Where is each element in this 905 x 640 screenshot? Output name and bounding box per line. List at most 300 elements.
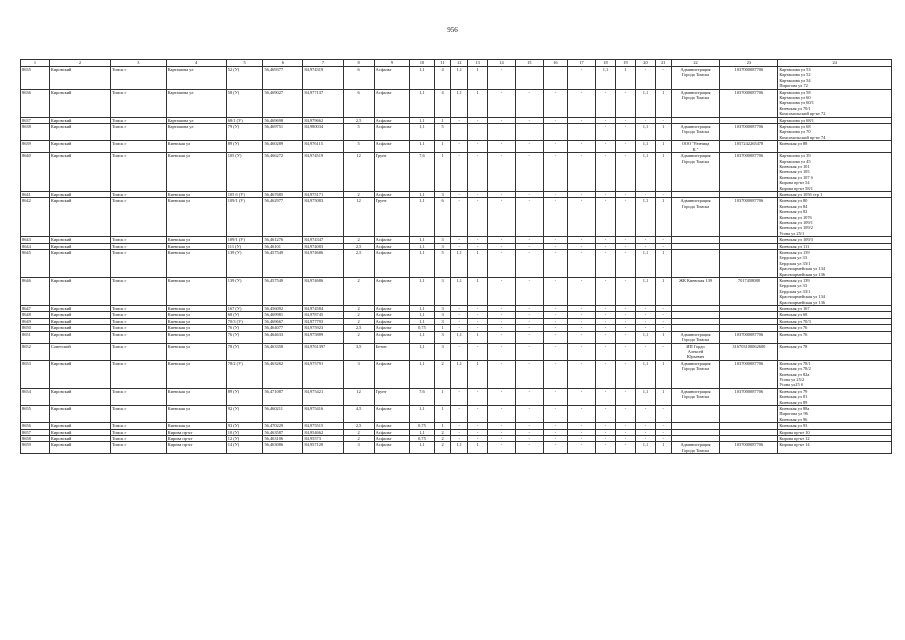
cell-district: Кировский (49, 318, 110, 324)
cell-owner (671, 153, 720, 192)
table-row (21, 89, 892, 117)
owner-line: Администрация (680, 153, 711, 159)
cell-c19: - (595, 343, 615, 360)
cell-c21: - (635, 343, 655, 360)
cell-c13: 1,1 (451, 250, 468, 278)
cell-street: Киевская ул (166, 325, 226, 331)
cell-lat: 56,469377 (263, 67, 303, 90)
cell-district: Кировский (49, 360, 110, 388)
address-line: Карташова ул 52 (779, 72, 811, 78)
address-line: Киевская ул 70/3 (779, 318, 811, 324)
owner-line: ЖК Киевская 139 (679, 278, 712, 284)
cell-c12: 1 (434, 325, 451, 331)
cell-street: Карташова ул (166, 124, 226, 141)
cell-surface: Асфальт (374, 405, 410, 422)
column-header: 4 (166, 60, 226, 67)
cell-lon: 84,975416 (303, 405, 343, 422)
cell-c14: 1 (468, 331, 488, 343)
cell-c16: - (515, 243, 543, 249)
address-line: Карташова ул 39 (779, 153, 811, 159)
cell-c19: - (595, 250, 615, 278)
owner-line: Города Томска (681, 394, 710, 400)
column-header: 3 (111, 60, 167, 67)
cell-street: Киевская ул (166, 423, 226, 429)
cell-owner (671, 141, 720, 153)
cell-district: Кировский (49, 117, 110, 123)
address-line: Красноармейская ул 134 (779, 266, 825, 272)
table-row (21, 442, 892, 454)
cell-district: Кировский (49, 442, 110, 454)
cell-addresses (778, 343, 892, 360)
cell-lat: 56,467685 (263, 191, 303, 197)
cell-c12: 3 (434, 318, 451, 324)
table-row (21, 198, 892, 237)
cell-c21: - (635, 325, 655, 331)
cell-c18 (568, 124, 596, 141)
address-line: Киевская ул 107 б (779, 174, 813, 180)
cell-c17: - (543, 198, 567, 237)
cell-lon: 84,979662 (303, 117, 343, 123)
cell-c14 (468, 124, 488, 141)
cell-c22: - (655, 325, 671, 331)
cell-ogrn: 1037000087706 (720, 153, 778, 192)
cell-street: Киевская ул (166, 278, 226, 306)
cell-addresses (778, 198, 892, 237)
cell-ogrn: 7017458088 (720, 278, 778, 306)
cell-addresses (778, 153, 892, 192)
cell-surface: Асфальт (374, 124, 410, 141)
cell-c16: - (515, 153, 543, 192)
cell-id: 8641 (21, 191, 50, 197)
cell-c16: - (515, 331, 543, 343)
cell-lon: 84,975889 (303, 331, 343, 343)
cell-c11: 1,1 (410, 312, 434, 318)
cell-city: Томск г (111, 388, 167, 405)
cell-surface: Асфальт (374, 360, 410, 388)
cell-c16: - (515, 429, 543, 435)
cell-c19: - (595, 388, 615, 405)
cell-owner (671, 405, 720, 422)
cell-ogrn (720, 405, 778, 422)
cell-c13: - (451, 312, 468, 318)
cell-c21: - (635, 306, 655, 312)
cell-addresses (778, 89, 892, 117)
cell-c22: 1 (655, 141, 671, 153)
cell-surface: Асфальт (374, 318, 410, 324)
cell-id: 8653 (21, 360, 50, 388)
cell-city: Томск г (111, 237, 167, 243)
cell-lat: 56,469667 (263, 318, 303, 324)
cell-c14: 1 (468, 89, 488, 117)
address-line: Бердская ул 33 (779, 283, 807, 289)
cell-ogrn: 1037000087706 (720, 331, 778, 343)
cell-ogrn: 1037000087706 (720, 442, 778, 454)
cell-id: 8655 (21, 405, 50, 422)
cell-c12: 1 (434, 153, 451, 192)
cell-c22: - (655, 423, 671, 429)
cell-lat: 56,463106 (263, 436, 303, 442)
cell-c18: - (568, 442, 596, 454)
cell-district: Кировский (49, 89, 110, 117)
column-header: 23 (720, 60, 778, 67)
cell-c20: - (615, 250, 635, 278)
column-header-row (21, 60, 892, 67)
address-line: Киевская ул 82 (779, 209, 808, 215)
table-row (21, 343, 892, 360)
cell-owner (671, 442, 720, 454)
cell-c14: - (468, 141, 488, 153)
cell-num: 78/2 (У) (226, 360, 263, 388)
cell-id: 8644 (21, 243, 50, 249)
cell-lon: 84,954662 (303, 429, 343, 435)
cell-c19: - (595, 117, 615, 123)
cell-c18: - (568, 312, 596, 318)
cell-c14: 1 (468, 250, 488, 278)
cell-id: 8640 (21, 153, 50, 192)
cell-lon: 84,974686 (303, 278, 343, 306)
address-line: Карташова ул 60 (779, 95, 811, 101)
cell-surface: Асфальт (374, 250, 410, 278)
cell-city: Томск г (111, 429, 167, 435)
cell-lat: 56,457549 (263, 250, 303, 278)
cell-c19: - (595, 360, 615, 388)
cell-district: Кировский (49, 141, 110, 153)
cell-c17: - (543, 388, 567, 405)
cell-c15: - (488, 343, 516, 360)
cell-city: Томск г (111, 343, 167, 360)
cell-c17: - (543, 243, 567, 249)
cell-c13: - (451, 436, 468, 442)
cell-addresses (778, 331, 892, 343)
cell-id: 8635 (21, 67, 50, 90)
cell-num: 89 (У) (226, 141, 263, 153)
cell-c17: - (543, 331, 567, 343)
cell-lon: 84,957128 (303, 442, 343, 454)
cell-lat: 56,464077 (263, 325, 303, 331)
cell-c14: - (468, 388, 488, 405)
cell-c20: - (615, 388, 635, 405)
cell-c21: - (635, 429, 655, 435)
cell-c15: - (488, 243, 516, 249)
cell-surface: Грунт (374, 153, 410, 192)
cell-lon: 84,974519 (303, 153, 343, 192)
cell-district: Кировский (49, 306, 110, 312)
cell-c20: - (615, 423, 635, 429)
cell-c18: - (568, 198, 596, 237)
cell-district: Кировский (49, 67, 110, 90)
cell-c14: - (468, 237, 488, 243)
cell-district: Кировский (49, 191, 110, 197)
cell-street: Киевская ул (166, 243, 226, 249)
cell-c18: - (568, 89, 596, 117)
cell-addresses (778, 360, 892, 388)
cell-c18: - (568, 250, 596, 278)
cell-lon: 84,95573 (303, 436, 343, 442)
owner-line: Администрация (680, 67, 711, 72)
cell-w: 3,5 (343, 343, 374, 360)
cell-c19: - (595, 124, 615, 141)
cell-lat: 56,463262 (263, 360, 303, 388)
address-line: Пирогова ул 72 (779, 83, 808, 89)
cell-c17 (543, 67, 567, 90)
cell-c15: - (488, 436, 516, 442)
cell-c15: - (488, 360, 516, 388)
cell-c15: - (488, 423, 516, 429)
owner-line: Администрация (680, 124, 711, 130)
cell-num: 92 (У) (226, 405, 263, 422)
cell-c17: - (543, 343, 567, 360)
registry-table (20, 59, 892, 454)
cell-owner (671, 250, 720, 278)
cell-ogrn: 1057242265478 (720, 141, 778, 153)
cell-num: 111 (У) (226, 243, 263, 249)
owner-line: ИП Гордо (686, 343, 705, 349)
column-header: 14 (488, 60, 516, 67)
cell-id: 8657 (21, 429, 50, 435)
cell-lon: 84,975083 (303, 198, 343, 237)
cell-owner (671, 343, 720, 360)
cell-c11: 1,1 (410, 237, 434, 243)
cell-num: 14 (У) (226, 442, 263, 454)
cell-c20: - (615, 360, 635, 388)
address-line: Кирова пр-кт 14 (779, 442, 810, 448)
cell-c22: - (655, 243, 671, 249)
cell-street: Киевская ул (166, 250, 226, 278)
cell-c13: - (451, 198, 468, 237)
column-header: 20 (635, 60, 655, 67)
cell-c17: - (543, 191, 567, 197)
cell-num: 52 (У) (226, 67, 263, 90)
cell-c21: - (635, 191, 655, 197)
cell-c18: - (568, 153, 596, 192)
cell-ogrn: 316703100062600 (720, 343, 778, 360)
cell-c16: - (515, 191, 543, 197)
address-line: Киевская ул 70/1 (779, 105, 811, 111)
cell-c14: - (468, 436, 488, 442)
address-line: Карташова ул 70 (779, 129, 811, 135)
cell-c13: - (451, 306, 468, 312)
address-line: Киевская ул 109/2 (779, 225, 813, 231)
cell-id: 8636 (21, 89, 50, 117)
cell-id: 8648 (21, 312, 50, 318)
cell-street: Киевская ул (166, 388, 226, 405)
cell-owner (671, 124, 720, 141)
cell-lat: 56,470229 (263, 423, 303, 429)
cell-surface: Асфальт (374, 237, 410, 243)
cell-c12: 1 (434, 405, 451, 422)
cell-num: 139 (У) (226, 250, 263, 278)
cell-c22: 1 (655, 278, 671, 306)
cell-c13: - (451, 343, 468, 360)
cell-w: 12 (343, 198, 374, 237)
cell-lon: 84,977137 (303, 89, 343, 117)
address-line: Карташова ул 68 (779, 124, 811, 130)
cell-lon: 84,974686 (303, 250, 343, 278)
cell-street: Киевская ул (166, 405, 226, 422)
cell-c18: - (568, 405, 596, 422)
cell-addresses (778, 141, 892, 153)
cell-c12: 3 (434, 306, 451, 312)
cell-city: Томск г (111, 243, 167, 249)
cell-surface: Асфальт (374, 89, 410, 117)
cell-c16: - (515, 388, 543, 405)
cell-c17: - (543, 306, 567, 312)
cell-c13: - (451, 117, 468, 123)
cell-w: 2,5 (343, 117, 374, 123)
cell-c19: - (595, 237, 615, 243)
address-line: Красноармейская ул 136 (779, 299, 825, 305)
cell-c13: 1,1 (451, 89, 468, 117)
cell-c20: 1 (615, 67, 635, 90)
cell-c14: - (468, 343, 488, 360)
address-line: Кирова пр-кт 12 (779, 436, 810, 441)
cell-c16: - (515, 250, 543, 278)
cell-c22: 1 (655, 442, 671, 454)
cell-c14: 1 (468, 360, 488, 388)
cell-c22: - (655, 312, 671, 318)
cell-c16: - (515, 278, 543, 306)
cell-c16: - (515, 237, 543, 243)
cell-w: 2 (343, 312, 374, 318)
cell-c16: - (515, 117, 543, 123)
cell-num: 79 (У) (226, 124, 263, 141)
cell-c11: 1,1 (410, 405, 434, 422)
cell-c21: - (635, 436, 655, 442)
cell-w: 2 (343, 191, 374, 197)
cell-c13: - (451, 429, 468, 435)
cell-c20: - (615, 436, 635, 442)
cell-surface: Асфальт (374, 442, 410, 454)
cell-num: 89 (У) (226, 388, 263, 405)
cell-c22: - (655, 318, 671, 324)
cell-c14: - (468, 429, 488, 435)
cell-lon: 84,974584 (303, 306, 343, 312)
cell-surface: Бетон (374, 343, 410, 360)
cell-c21: 1,1 (635, 153, 655, 192)
cell-addresses (778, 67, 892, 90)
address-line: Киевская ул 68 (779, 312, 808, 318)
cell-lon: 84,978745 (303, 312, 343, 318)
cell-c14: - (468, 198, 488, 237)
cell-lon: 84,975515 (303, 423, 343, 429)
cell-id: 8639 (21, 141, 50, 153)
cell-c22: 1 (655, 250, 671, 278)
cell-city: Томск г (111, 198, 167, 237)
cell-c18: - (568, 67, 596, 90)
column-header: 1 (21, 60, 50, 67)
cell-c16: - (515, 442, 543, 454)
cell-district: Кировский (49, 325, 110, 331)
address-line: Киевская ул 80 (779, 198, 808, 204)
address-line: Киевская ул 107б (779, 214, 812, 220)
cell-c13: - (451, 191, 468, 197)
cell-owner (671, 360, 720, 388)
cell-c14: 1 (468, 442, 488, 454)
cell-city: Томск г (111, 325, 167, 331)
cell-c12: 1 (434, 141, 451, 153)
cell-ogrn: 1037000087706 (720, 89, 778, 117)
cell-c16: - (515, 141, 543, 153)
cell-c18: - (568, 360, 596, 388)
cell-lon: 84,975791 (303, 360, 343, 388)
cell-c12: 2 (434, 442, 451, 454)
cell-c20: - (615, 117, 635, 123)
cell-surface: Асфальт (374, 278, 410, 306)
cell-c17 (543, 124, 567, 141)
cell-c12: 3 (434, 278, 451, 306)
cell-lon: 84,976115 (303, 141, 343, 153)
cell-id: 8647 (21, 306, 50, 312)
cell-c17: - (543, 89, 567, 117)
table-row (21, 360, 892, 388)
cell-district: Кировский (49, 250, 110, 278)
cell-w: 2,5 (343, 243, 374, 249)
cell-c18: - (568, 141, 596, 153)
cell-c20: - (615, 429, 635, 435)
cell-c21: - (635, 318, 655, 324)
cell-lon: 84,974083 (303, 243, 343, 249)
cell-surface: Грунт (374, 198, 410, 237)
address-line: Киевская ул 111 (779, 243, 810, 249)
cell-c15: - (488, 198, 516, 237)
cell-c16: - (515, 312, 543, 318)
cell-id: 8654 (21, 388, 50, 405)
cell-w: 2 (343, 237, 374, 243)
cell-ogrn: 1037000087706 (720, 198, 778, 237)
cell-c18: - (568, 423, 596, 429)
cell-c20: - (615, 325, 635, 331)
cell-owner (671, 278, 720, 306)
cell-c22: 1 (655, 388, 671, 405)
cell-c17: - (543, 117, 567, 123)
address-line: Карташова ул 68/1 (779, 117, 814, 123)
cell-city: Томск г (111, 278, 167, 306)
cell-c15: - (488, 67, 516, 90)
cell-c16: - (515, 306, 543, 312)
cell-street: Киевская ул (166, 331, 226, 343)
cell-surface: Асфальт (374, 117, 410, 123)
cell-c12: 3 (434, 243, 451, 249)
cell-c22: - (655, 436, 671, 442)
cell-addresses (778, 124, 892, 141)
column-header: 24 (778, 60, 892, 67)
table-row (21, 153, 892, 192)
cell-ogrn: 1037000087706 (720, 67, 778, 90)
cell-c19: - (595, 405, 615, 422)
address-line: Усова ул 25/1 (779, 230, 805, 236)
cell-c11: 1,1 (410, 198, 434, 237)
cell-c17: - (543, 325, 567, 331)
cell-lon: 84,977793 (303, 318, 343, 324)
cell-street: Кирова пр-кт (166, 429, 226, 435)
cell-c19: - (595, 325, 615, 331)
table-row (21, 278, 892, 306)
cell-c21: - (635, 405, 655, 422)
cell-lon: 84,975923 (303, 325, 343, 331)
cell-c13: - (451, 153, 468, 192)
cell-c21: 1,1 (635, 198, 655, 237)
cell-c14: - (468, 423, 488, 429)
cell-c21: - (635, 67, 655, 90)
cell-c19: - (595, 191, 615, 197)
cell-c12: 3 (434, 331, 451, 343)
cell-c18: - (568, 191, 596, 197)
cell-w: 5 (343, 124, 374, 141)
cell-c22: - (655, 237, 671, 243)
address-line: Киевская ул 96 (779, 416, 808, 422)
cell-surface: Асфальт (374, 331, 410, 343)
cell-id: 8652 (21, 343, 50, 360)
